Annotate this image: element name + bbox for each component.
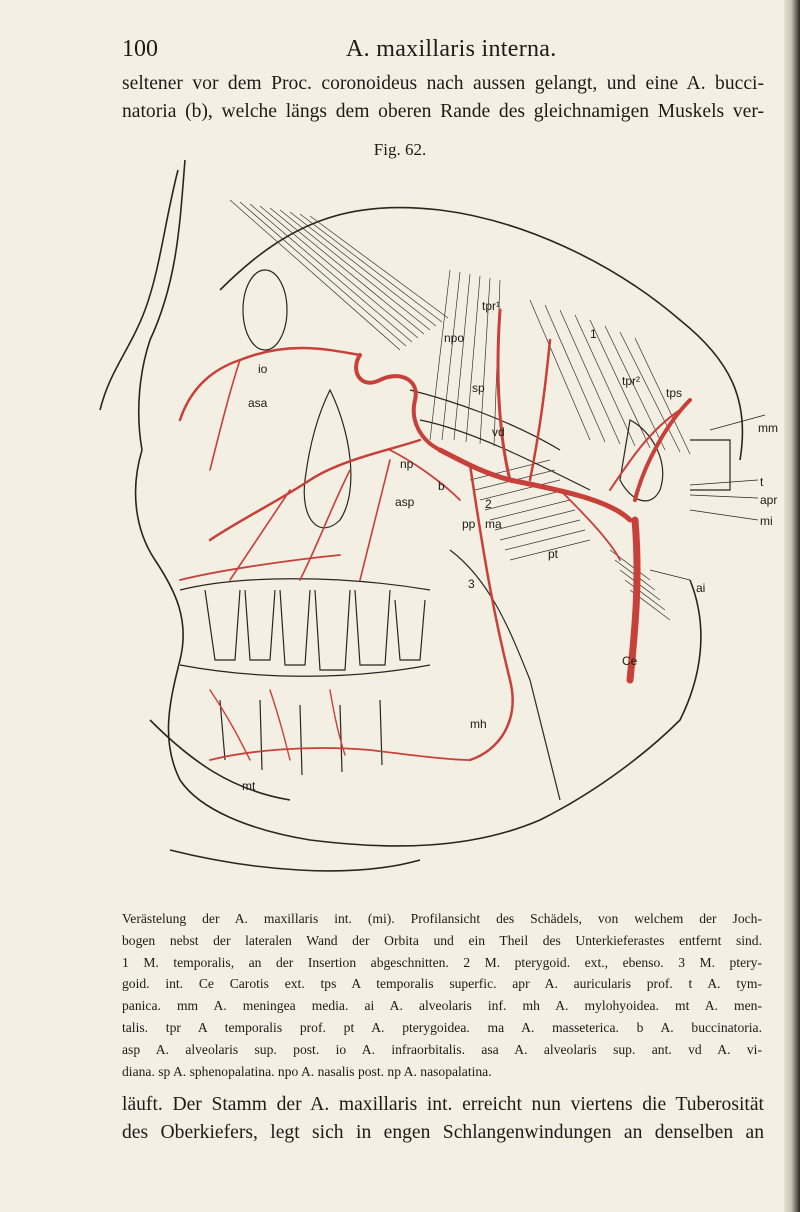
label-mi: mi xyxy=(760,514,773,528)
temporalis-profunda xyxy=(498,310,510,480)
label-tps: tps xyxy=(666,386,683,400)
anatomical-figure xyxy=(90,160,780,890)
label-vd: vd xyxy=(492,425,505,439)
caption-line: bogen nebst der lateralen Wand der Orbita und ein Theil des Unterkieferastes entfernt sind. xyxy=(122,932,762,948)
label-b: b xyxy=(438,479,445,493)
caption-line: diana. sp A. sphenopalatina. npo A. nasalis post. np A. nasopalatina. xyxy=(122,1063,492,1079)
label-pt: pt xyxy=(548,547,559,561)
label-asp: asp xyxy=(395,495,415,509)
skull-outline xyxy=(100,160,743,871)
skull-illustration xyxy=(90,160,780,890)
text-line: seltener vor dem Proc. coronoideus nach aussen gelangt, und eine A. bucci- xyxy=(122,73,764,94)
label-mm: mm xyxy=(758,421,778,435)
bottom-paragraph xyxy=(122,1091,764,1147)
label-mh: mh xyxy=(470,717,487,731)
label-tpr2: tpr² xyxy=(622,374,640,388)
text-line: des Oberkiefers, legt sich in engen Schlangenwindungen an denselben an xyxy=(122,1122,764,1143)
caption-line: Verästelung der A. maxillaris int. (mi). Profilansicht des Schädels, von welchem der Joch- xyxy=(122,911,762,926)
caption-line: panica. mm A. meningea media. ai A. alveolaris inf. mh A. mylohyoidea. mt A. men- xyxy=(122,998,762,1014)
caption-line: goid. int. Ce Carotis ext. tps A temporalis superfic. apr A. auricularis prof. t A. tym- xyxy=(122,976,762,992)
caption-line: asp A. alveolaris sup. post. io A. infraorbitalis. asa A. alveolaris sup. ant. vd A. vi- xyxy=(122,1041,762,1057)
arteries xyxy=(180,310,690,760)
label-two: 2 xyxy=(485,497,492,511)
label-apr: apr xyxy=(760,493,778,507)
temporalis-superficialis xyxy=(635,400,690,500)
label-io: io xyxy=(258,362,268,376)
figure-caption xyxy=(122,908,762,1082)
label-t: t xyxy=(760,475,764,489)
text-line: läuft. Der Stamm der A. maxillaris int. erreicht nun viertens die Tuberosität xyxy=(122,1094,764,1115)
teeth xyxy=(180,579,430,775)
caption-line: 1 M. temporalis, an der Insertion abgeschnitten. 2 M. pterygoid. ext., ebenso. 3 M. ptery- xyxy=(122,954,762,970)
label-ma: ma xyxy=(485,517,502,531)
label-asa: asa xyxy=(248,396,268,410)
temporal-muscle-hatching xyxy=(230,200,690,454)
label-ce: Ce xyxy=(622,654,638,668)
page-header xyxy=(122,36,762,66)
text-line: natoria (b), welche längs dem oberen Rande des gleichnamigen Muskels ver- xyxy=(122,101,764,122)
infraorbitalis xyxy=(180,348,360,420)
label-one: 1 xyxy=(590,327,597,341)
label-pp: pp xyxy=(462,517,476,531)
label-mt: mt xyxy=(242,779,256,793)
top-paragraph xyxy=(122,70,764,126)
label-np: np xyxy=(400,457,414,471)
label-sp: sp xyxy=(472,381,485,395)
label-three: 3 xyxy=(468,577,475,591)
page-number: 100 xyxy=(122,36,158,62)
label-npo: npo xyxy=(444,331,465,345)
label-ai: ai xyxy=(696,581,706,595)
figure-label: Fig. 62. xyxy=(373,140,427,159)
running-title: A. maxillaris interna. xyxy=(346,36,557,62)
label-tpr1: tpr¹ xyxy=(482,299,500,313)
maxillaris-interna xyxy=(440,450,630,520)
page-edge-shadow xyxy=(784,0,800,1212)
caption-line: talis. tpr A temporalis prof. pt A. pterygoidea. ma A. masseterica. b A. buccinatoria. xyxy=(122,1019,762,1035)
